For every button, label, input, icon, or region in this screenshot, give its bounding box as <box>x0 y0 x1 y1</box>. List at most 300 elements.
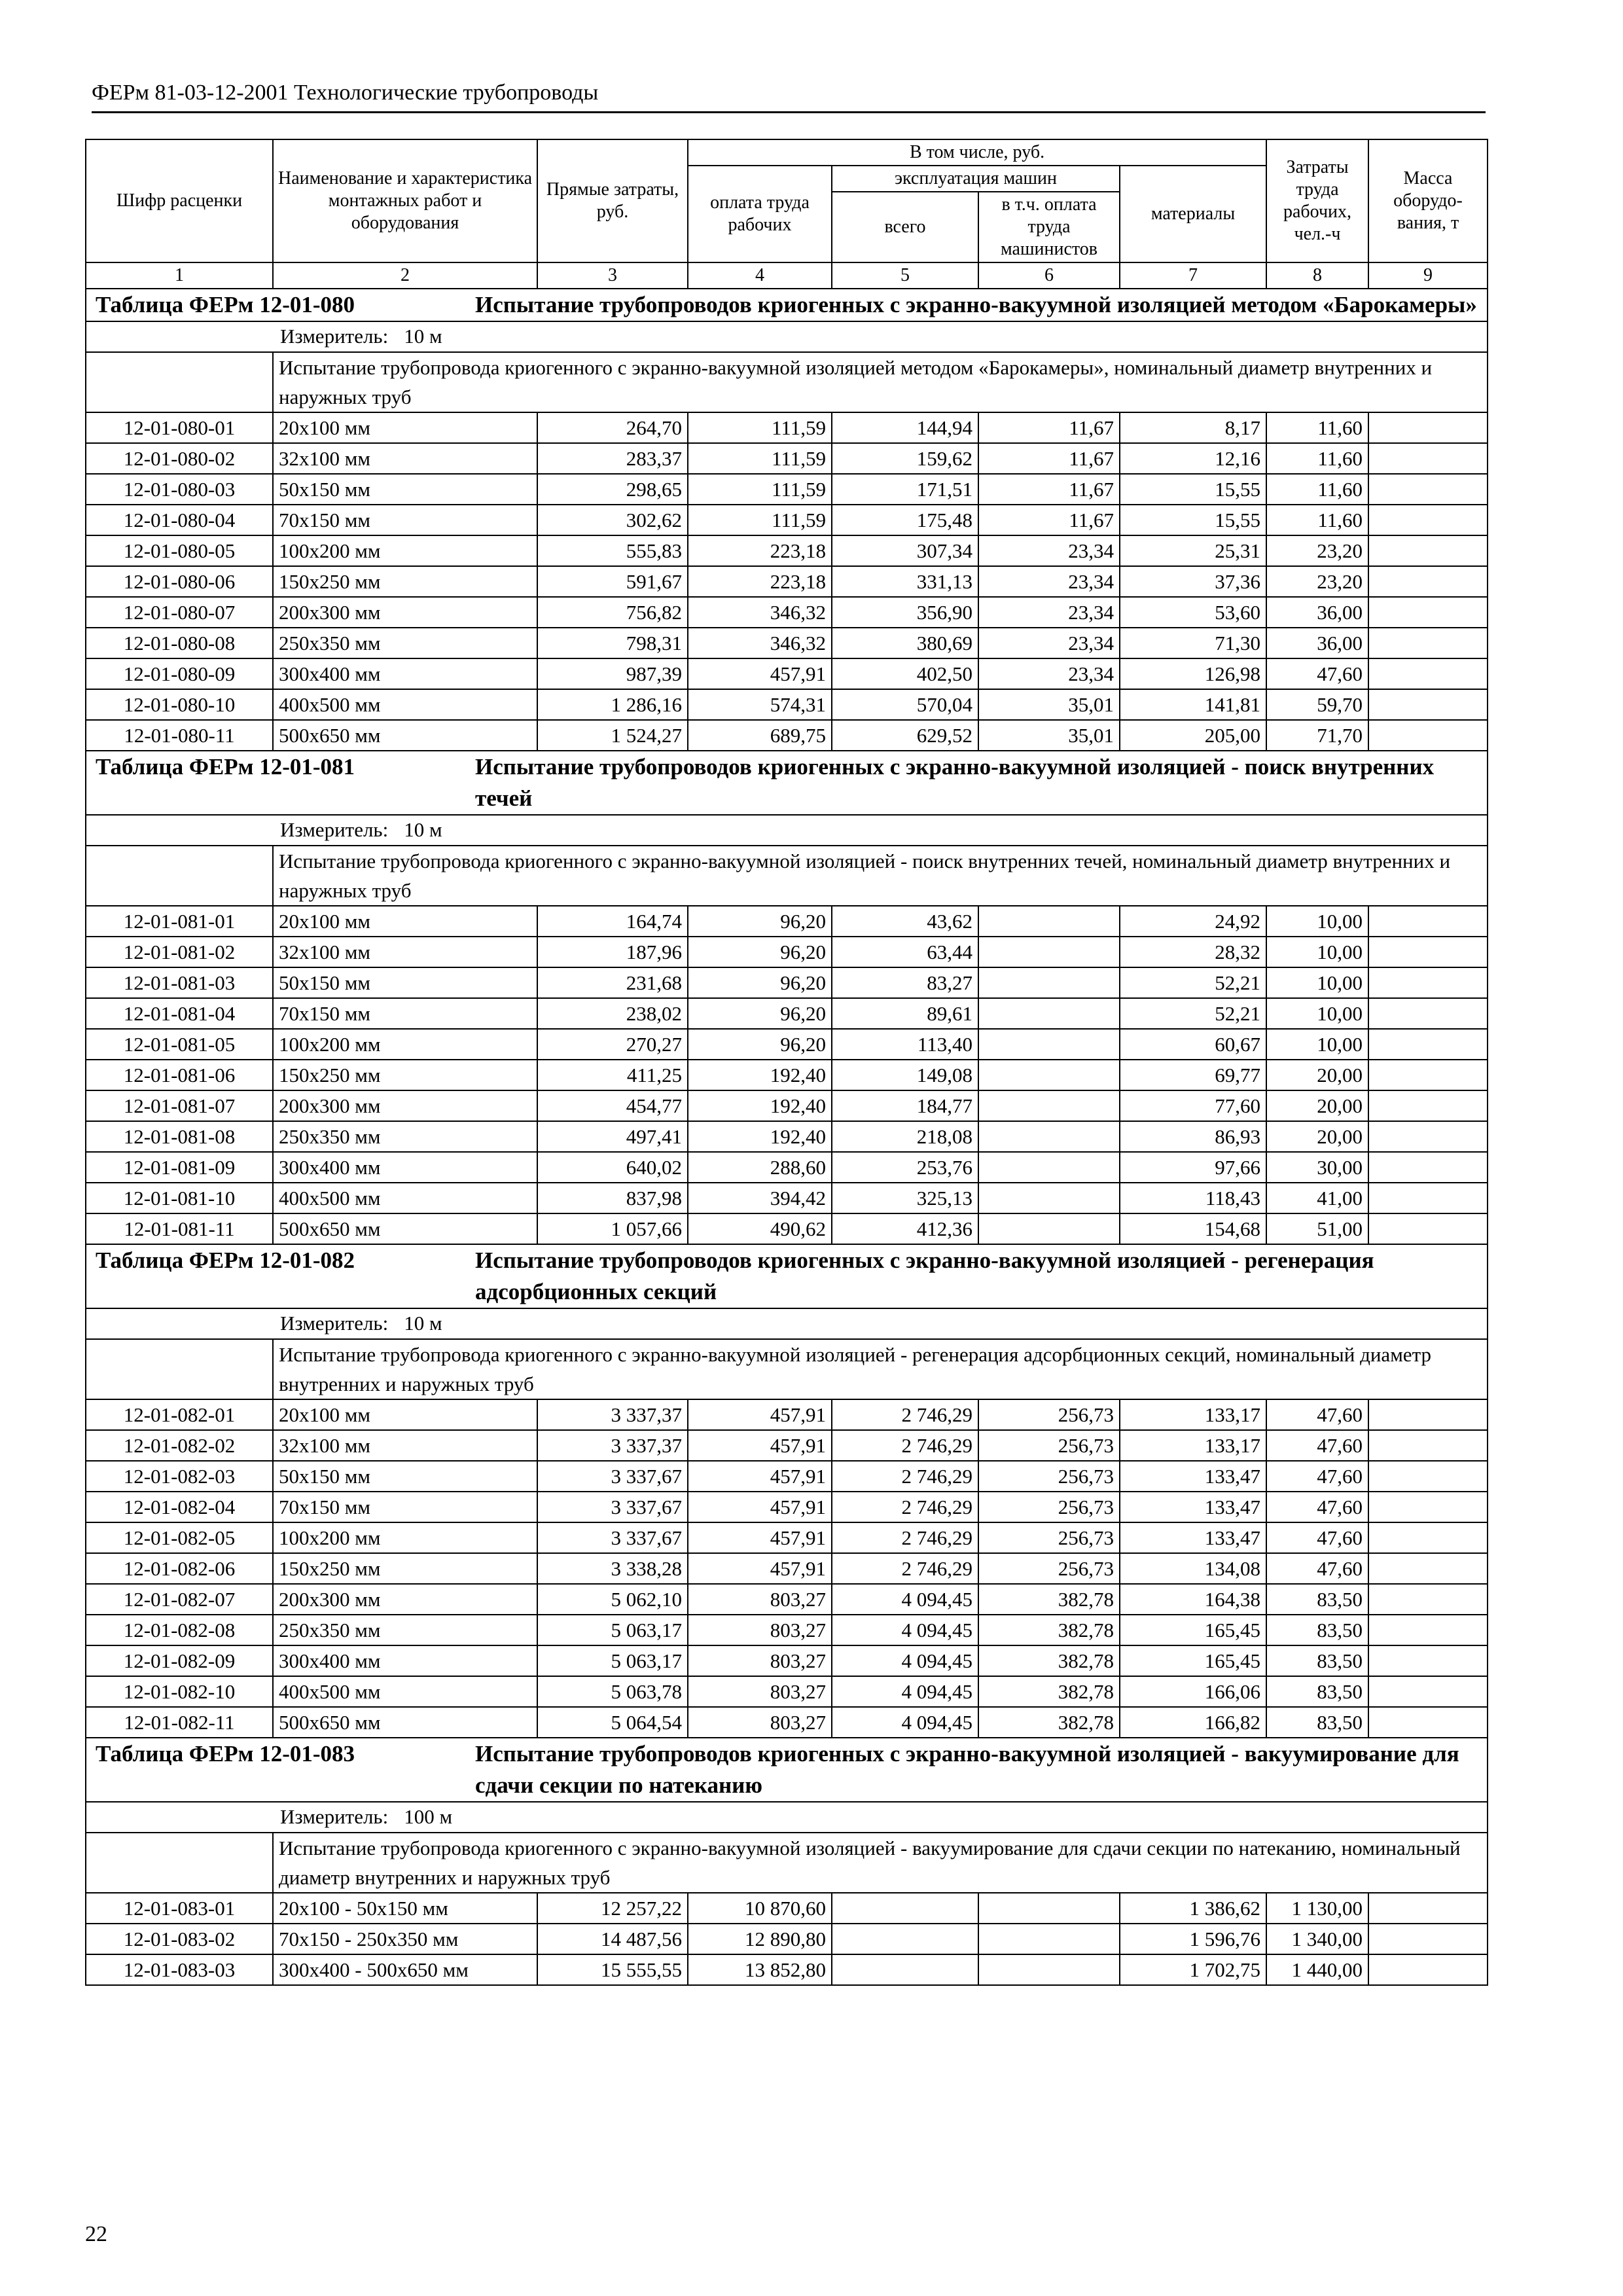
cell-name: 70х150 мм <box>273 1492 537 1522</box>
cell-labor: 457,91 <box>688 1399 832 1430</box>
cell-machines: 89,61 <box>832 998 978 1029</box>
cell-direct: 238,02 <box>537 998 688 1029</box>
cell-hours: 11,60 <box>1266 505 1368 535</box>
table-header <box>86 139 1488 289</box>
cell-name: 70х150 мм <box>273 998 537 1029</box>
table-row <box>86 474 1488 505</box>
cell-hours: 47,60 <box>1266 1492 1368 1522</box>
col-number: 1 <box>86 262 273 289</box>
cell-labor: 111,59 <box>688 505 832 535</box>
cell-materials: 133,47 <box>1120 1461 1266 1492</box>
cell-mass <box>1368 1645 1488 1676</box>
cell-direct: 3 338,28 <box>537 1553 688 1584</box>
cell-name: 32х100 мм <box>273 1430 537 1461</box>
cell-machines: 63,44 <box>832 937 978 967</box>
cell-name: 200х300 мм <box>273 1584 537 1615</box>
cell-machinists: 23,34 <box>978 566 1120 597</box>
empty-cell <box>86 352 273 412</box>
cell-mass <box>1368 628 1488 658</box>
cell-materials: 52,21 <box>1120 967 1266 998</box>
cell-materials: 71,30 <box>1120 628 1266 658</box>
unit-label: Измеритель: <box>280 1805 389 1828</box>
cell-labor: 490,62 <box>688 1213 832 1244</box>
section-title-cell <box>86 1738 1488 1802</box>
cell-name: 250х350 мм <box>273 628 537 658</box>
cell-mass <box>1368 443 1488 474</box>
col-number: 6 <box>978 262 1120 289</box>
cell-machines: 149,08 <box>832 1060 978 1090</box>
section-heading <box>92 1738 1482 1801</box>
cell-code: 12-01-080-02 <box>86 443 273 474</box>
cell-machines: 2 746,29 <box>832 1461 978 1492</box>
cell-machinists: 382,78 <box>978 1615 1120 1645</box>
table-row <box>86 1707 1488 1738</box>
cell-code: 12-01-080-08 <box>86 628 273 658</box>
cell-materials: 166,06 <box>1120 1676 1266 1707</box>
col-header-direct: Прямые затраты, руб. <box>537 139 688 262</box>
cell-labor: 192,40 <box>688 1090 832 1121</box>
cell-labor: 12 890,80 <box>688 1924 832 1954</box>
col-header-including: В том числе, руб. <box>688 139 1266 166</box>
cell-labor: 192,40 <box>688 1060 832 1090</box>
cell-machinists <box>978 1183 1120 1213</box>
section-heading <box>92 1245 1482 1308</box>
cell-machinists <box>978 1893 1120 1924</box>
cell-name: 20х100 мм <box>273 1399 537 1430</box>
cell-machines: 4 094,45 <box>832 1676 978 1707</box>
cell-machinists: 23,34 <box>978 597 1120 628</box>
cell-code: 12-01-081-11 <box>86 1213 273 1244</box>
cell-code: 12-01-081-03 <box>86 967 273 998</box>
unit-line <box>92 816 1482 844</box>
cell-hours: 47,60 <box>1266 1553 1368 1584</box>
cell-materials: 1 702,75 <box>1120 1954 1266 1985</box>
table-row <box>86 1553 1488 1584</box>
cell-materials: 15,55 <box>1120 505 1266 535</box>
cell-mass <box>1368 1924 1488 1954</box>
cell-hours: 11,60 <box>1266 443 1368 474</box>
cell-direct: 798,31 <box>537 628 688 658</box>
cell-name: 500х650 мм <box>273 720 537 751</box>
col-number: 9 <box>1368 262 1488 289</box>
cell-materials: 141,81 <box>1120 689 1266 720</box>
col-header-labor-pay: оплата труда рабочих <box>688 166 832 262</box>
cell-direct: 164,74 <box>537 906 688 937</box>
table-row <box>86 658 1488 689</box>
cell-machinists: 11,67 <box>978 505 1120 535</box>
cell-mass <box>1368 998 1488 1029</box>
cell-machinists: 23,34 <box>978 535 1120 566</box>
cell-direct: 591,67 <box>537 566 688 597</box>
cell-hours: 83,50 <box>1266 1584 1368 1615</box>
section-title-row <box>86 751 1488 815</box>
col-number: 3 <box>537 262 688 289</box>
table-row <box>86 1924 1488 1954</box>
col-header-name: Наименование и характеристика монтажных работ и оборудования <box>273 139 537 262</box>
cell-direct: 264,70 <box>537 412 688 443</box>
cell-labor: 288,60 <box>688 1152 832 1183</box>
cell-labor: 223,18 <box>688 566 832 597</box>
cell-direct: 12 257,22 <box>537 1893 688 1924</box>
cell-mass <box>1368 689 1488 720</box>
cell-machinists <box>978 998 1120 1029</box>
section-title-row <box>86 1244 1488 1308</box>
cell-hours: 36,00 <box>1266 597 1368 628</box>
cell-machinists: 256,73 <box>978 1553 1120 1584</box>
cell-materials: 165,45 <box>1120 1645 1266 1676</box>
cell-hours: 51,00 <box>1266 1213 1368 1244</box>
cell-mass <box>1368 937 1488 967</box>
table-row <box>86 998 1488 1029</box>
cell-machinists <box>978 1152 1120 1183</box>
unit-label: Измеритель: <box>280 1312 389 1335</box>
cell-hours: 47,60 <box>1266 1399 1368 1430</box>
cell-code: 12-01-081-04 <box>86 998 273 1029</box>
section-unit-row <box>86 1802 1488 1833</box>
section-unit-cell <box>86 1802 1488 1833</box>
cell-direct: 3 337,67 <box>537 1492 688 1522</box>
col-header-mass: Масса оборудо-вания, т <box>1368 139 1488 262</box>
cell-name: 150х250 мм <box>273 566 537 597</box>
cell-machinists <box>978 1954 1120 1985</box>
cell-name: 100х200 мм <box>273 1029 537 1060</box>
cell-machinists: 23,34 <box>978 628 1120 658</box>
cell-machinists: 382,78 <box>978 1584 1120 1615</box>
cell-machines: 4 094,45 <box>832 1707 978 1738</box>
cell-direct: 1 286,16 <box>537 689 688 720</box>
table-row <box>86 412 1488 443</box>
cell-machinists <box>978 1121 1120 1152</box>
cell-direct: 231,68 <box>537 967 688 998</box>
cell-machinists: 35,01 <box>978 689 1120 720</box>
cell-code: 12-01-081-01 <box>86 906 273 937</box>
cell-name: 400х500 мм <box>273 1183 537 1213</box>
cell-materials: 1 596,76 <box>1120 1924 1266 1954</box>
cell-mass <box>1368 1090 1488 1121</box>
cell-direct: 5 063,17 <box>537 1615 688 1645</box>
cell-machinists <box>978 1029 1120 1060</box>
cell-machinists: 11,67 <box>978 443 1120 474</box>
table-row <box>86 566 1488 597</box>
cell-machinists: 256,73 <box>978 1492 1120 1522</box>
cell-labor: 457,91 <box>688 658 832 689</box>
cell-machines: 4 094,45 <box>832 1584 978 1615</box>
cell-labor: 803,27 <box>688 1676 832 1707</box>
unit-line <box>92 322 1482 351</box>
cell-name: 50х150 мм <box>273 967 537 998</box>
table-row <box>86 906 1488 937</box>
cell-hours: 10,00 <box>1266 906 1368 937</box>
cell-name: 400х500 мм <box>273 689 537 720</box>
rates-table <box>85 139 1488 1986</box>
cell-labor: 803,27 <box>688 1645 832 1676</box>
cell-code: 12-01-083-01 <box>86 1893 273 1924</box>
cell-name: 300х400 мм <box>273 1645 537 1676</box>
empty-cell <box>86 1833 273 1893</box>
cell-machines: 184,77 <box>832 1090 978 1121</box>
table-row <box>86 1522 1488 1553</box>
cell-labor: 574,31 <box>688 689 832 720</box>
cell-name: 300х400 мм <box>273 658 537 689</box>
cell-code: 12-01-081-10 <box>86 1183 273 1213</box>
table-row <box>86 628 1488 658</box>
table-row <box>86 443 1488 474</box>
table-row <box>86 967 1488 998</box>
cell-hours: 83,50 <box>1266 1676 1368 1707</box>
page-header: ФЕРм 81-03-12-2001 Технологические трубопроводы <box>92 77 1486 113</box>
cell-mass <box>1368 1893 1488 1924</box>
cell-machinists <box>978 1213 1120 1244</box>
cell-materials: 12,16 <box>1120 443 1266 474</box>
cell-hours: 71,70 <box>1266 720 1368 751</box>
cell-name: 32х100 мм <box>273 937 537 967</box>
col-number: 2 <box>273 262 537 289</box>
cell-mass <box>1368 906 1488 937</box>
cell-materials: 165,45 <box>1120 1615 1266 1645</box>
cell-machinists <box>978 906 1120 937</box>
cell-hours: 59,70 <box>1266 689 1368 720</box>
cell-direct: 3 337,37 <box>537 1399 688 1430</box>
cell-machines <box>832 1954 978 1985</box>
table-body <box>86 289 1488 1985</box>
cell-code: 12-01-082-05 <box>86 1522 273 1553</box>
cell-machines: 2 746,29 <box>832 1399 978 1430</box>
cell-mass <box>1368 1615 1488 1645</box>
cell-name: 400х500 мм <box>273 1676 537 1707</box>
cell-mass <box>1368 474 1488 505</box>
cell-code: 12-01-080-04 <box>86 505 273 535</box>
cell-labor: 346,32 <box>688 597 832 628</box>
cell-code: 12-01-081-02 <box>86 937 273 967</box>
cell-materials: 133,47 <box>1120 1522 1266 1553</box>
unit-label: Измеритель: <box>280 325 389 348</box>
cell-hours: 83,50 <box>1266 1707 1368 1738</box>
cell-direct: 640,02 <box>537 1152 688 1183</box>
cell-hours: 83,50 <box>1266 1615 1368 1645</box>
empty-cell <box>86 1339 273 1399</box>
table-row <box>86 1584 1488 1615</box>
unit-value: 100 м <box>404 1805 453 1828</box>
section-unit-cell <box>86 815 1488 846</box>
section-title-cell <box>86 1244 1488 1308</box>
cell-machines: 43,62 <box>832 906 978 937</box>
table-row <box>86 1492 1488 1522</box>
cell-machinists: 256,73 <box>978 1522 1120 1553</box>
cell-hours: 10,00 <box>1266 937 1368 967</box>
section-title-cell <box>86 289 1488 321</box>
cell-code: 12-01-080-07 <box>86 597 273 628</box>
cell-materials: 205,00 <box>1120 720 1266 751</box>
cell-mass <box>1368 1399 1488 1430</box>
cell-mass <box>1368 1676 1488 1707</box>
cell-machines: 2 746,29 <box>832 1430 978 1461</box>
cell-direct: 5 063,17 <box>537 1645 688 1676</box>
cell-machines: 218,08 <box>832 1121 978 1152</box>
cell-labor: 13 852,80 <box>688 1954 832 1985</box>
cell-direct: 15 555,55 <box>537 1954 688 1985</box>
section-id: Таблица ФЕРм 12-01-083 <box>96 1741 355 1767</box>
cell-machines: 113,40 <box>832 1029 978 1060</box>
cell-code: 12-01-083-03 <box>86 1954 273 1985</box>
table-row <box>86 1090 1488 1121</box>
cell-labor: 457,91 <box>688 1553 832 1584</box>
cell-mass <box>1368 1492 1488 1522</box>
cell-mass <box>1368 1584 1488 1615</box>
cell-code: 12-01-081-07 <box>86 1090 273 1121</box>
cell-machinists <box>978 967 1120 998</box>
cell-direct: 302,62 <box>537 505 688 535</box>
table-row <box>86 1615 1488 1645</box>
cell-labor: 111,59 <box>688 443 832 474</box>
cell-name: 500х650 мм <box>273 1213 537 1244</box>
cell-name: 20х100 мм <box>273 906 537 937</box>
cell-machinists: 382,78 <box>978 1645 1120 1676</box>
cell-hours: 1 130,00 <box>1266 1893 1368 1924</box>
cell-hours: 36,00 <box>1266 628 1368 658</box>
cell-machines: 412,36 <box>832 1213 978 1244</box>
section-title: Испытание трубопроводов криогенных с экранно-вакуумной изоляцией - поиск внутренних течей <box>475 754 1435 811</box>
cell-machinists: 256,73 <box>978 1461 1120 1492</box>
col-header-machines: эксплуатация машин <box>832 166 1120 192</box>
col-number: 8 <box>1266 262 1368 289</box>
cell-labor: 457,91 <box>688 1461 832 1492</box>
cell-direct: 187,96 <box>537 937 688 967</box>
cell-direct: 3 337,37 <box>537 1430 688 1461</box>
cell-hours: 47,60 <box>1266 1430 1368 1461</box>
cell-mass <box>1368 658 1488 689</box>
cell-machines: 4 094,45 <box>832 1615 978 1645</box>
table-row <box>86 535 1488 566</box>
cell-code: 12-01-081-05 <box>86 1029 273 1060</box>
cell-machines <box>832 1924 978 1954</box>
cell-materials: 133,47 <box>1120 1492 1266 1522</box>
table-row <box>86 1645 1488 1676</box>
cell-code: 12-01-082-08 <box>86 1615 273 1645</box>
cell-hours: 23,20 <box>1266 535 1368 566</box>
cell-direct: 454,77 <box>537 1090 688 1121</box>
table-row <box>86 597 1488 628</box>
section-description: Испытание трубопровода криогенного с экранно-вакуумной изоляцией - поиск внутренних течей, номинальный диаметр внутренних и наружных труб <box>273 846 1488 906</box>
cell-materials: 86,93 <box>1120 1121 1266 1152</box>
cell-materials: 60,67 <box>1120 1029 1266 1060</box>
table-row <box>86 1060 1488 1090</box>
cell-mass <box>1368 1954 1488 1985</box>
cell-machinists: 23,34 <box>978 658 1120 689</box>
col-header-shifr: Шифр расценки <box>86 139 273 262</box>
cell-machinists: 35,01 <box>978 720 1120 751</box>
cell-machinists: 382,78 <box>978 1707 1120 1738</box>
section-heading <box>92 751 1482 814</box>
cell-labor: 96,20 <box>688 998 832 1029</box>
cell-code: 12-01-082-11 <box>86 1707 273 1738</box>
cell-code: 12-01-080-03 <box>86 474 273 505</box>
cell-code: 12-01-082-01 <box>86 1399 273 1430</box>
cell-machines: 307,34 <box>832 535 978 566</box>
cell-materials: 97,66 <box>1120 1152 1266 1183</box>
table-row <box>86 505 1488 535</box>
cell-labor: 223,18 <box>688 535 832 566</box>
cell-code: 12-01-082-09 <box>86 1645 273 1676</box>
cell-materials: 133,17 <box>1120 1430 1266 1461</box>
cell-hours: 10,00 <box>1266 967 1368 998</box>
cell-materials: 25,31 <box>1120 535 1266 566</box>
cell-name: 200х300 мм <box>273 597 537 628</box>
section-description: Испытание трубопровода криогенного с экранно-вакуумной изоляцией - вакуумирование для сдачи секции по натеканию, номинальный диаметр внутренних и наружных труб <box>273 1833 1488 1893</box>
col-number: 4 <box>688 262 832 289</box>
cell-mass <box>1368 1183 1488 1213</box>
section-id: Таблица ФЕРм 12-01-080 <box>96 292 355 317</box>
cell-code: 12-01-080-06 <box>86 566 273 597</box>
cell-machines: 2 746,29 <box>832 1522 978 1553</box>
table-row <box>86 1029 1488 1060</box>
table-row <box>86 1676 1488 1707</box>
cell-labor: 96,20 <box>688 967 832 998</box>
cell-materials: 164,38 <box>1120 1584 1266 1615</box>
cell-machinists: 256,73 <box>978 1399 1120 1430</box>
cell-labor: 803,27 <box>688 1615 832 1645</box>
cell-labor: 96,20 <box>688 937 832 967</box>
cell-machines: 2 746,29 <box>832 1553 978 1584</box>
section-id: Таблица ФЕРм 12-01-082 <box>96 1247 355 1273</box>
cell-machines: 144,94 <box>832 412 978 443</box>
cell-machines: 380,69 <box>832 628 978 658</box>
section-title: Испытание трубопроводов криогенных с экранно-вакуумной изоляцией методом «Барокамеры» <box>475 292 1477 317</box>
col-header-machines-total: всего <box>832 192 978 262</box>
cell-mass <box>1368 566 1488 597</box>
table-row <box>86 720 1488 751</box>
section-id: Таблица ФЕРм 12-01-081 <box>96 754 355 780</box>
cell-name: 70х150 мм <box>273 505 537 535</box>
cell-materials: 166,82 <box>1120 1707 1266 1738</box>
cell-mass <box>1368 1553 1488 1584</box>
cell-mass <box>1368 1707 1488 1738</box>
cell-hours: 10,00 <box>1266 998 1368 1029</box>
cell-code: 12-01-082-04 <box>86 1492 273 1522</box>
cell-materials: 8,17 <box>1120 412 1266 443</box>
cell-machines: 331,13 <box>832 566 978 597</box>
cell-materials: 1 386,62 <box>1120 1893 1266 1924</box>
table-row <box>86 1183 1488 1213</box>
cell-hours: 30,00 <box>1266 1152 1368 1183</box>
cell-code: 12-01-081-08 <box>86 1121 273 1152</box>
table-row <box>86 1430 1488 1461</box>
cell-labor: 96,20 <box>688 1029 832 1060</box>
cell-hours: 20,00 <box>1266 1060 1368 1090</box>
section-description-row <box>86 1833 1488 1893</box>
cell-code: 12-01-082-03 <box>86 1461 273 1492</box>
cell-machinists: 382,78 <box>978 1676 1120 1707</box>
cell-code: 12-01-081-09 <box>86 1152 273 1183</box>
unit-value: 10 м <box>404 325 442 348</box>
cell-machinists <box>978 1060 1120 1090</box>
cell-hours: 20,00 <box>1266 1121 1368 1152</box>
cell-direct: 555,83 <box>537 535 688 566</box>
cell-name: 50х150 мм <box>273 1461 537 1492</box>
table-row <box>86 1893 1488 1924</box>
cell-machines: 171,51 <box>832 474 978 505</box>
cell-machinists <box>978 1924 1120 1954</box>
cell-machinists <box>978 937 1120 967</box>
section-title-row <box>86 289 1488 321</box>
cell-direct: 5 064,54 <box>537 1707 688 1738</box>
cell-materials: 126,98 <box>1120 658 1266 689</box>
cell-materials: 133,17 <box>1120 1399 1266 1430</box>
cell-machines <box>832 1893 978 1924</box>
cell-direct: 756,82 <box>537 597 688 628</box>
cell-name: 250х350 мм <box>273 1121 537 1152</box>
cell-machines: 175,48 <box>832 505 978 535</box>
cell-direct: 14 487,56 <box>537 1924 688 1954</box>
